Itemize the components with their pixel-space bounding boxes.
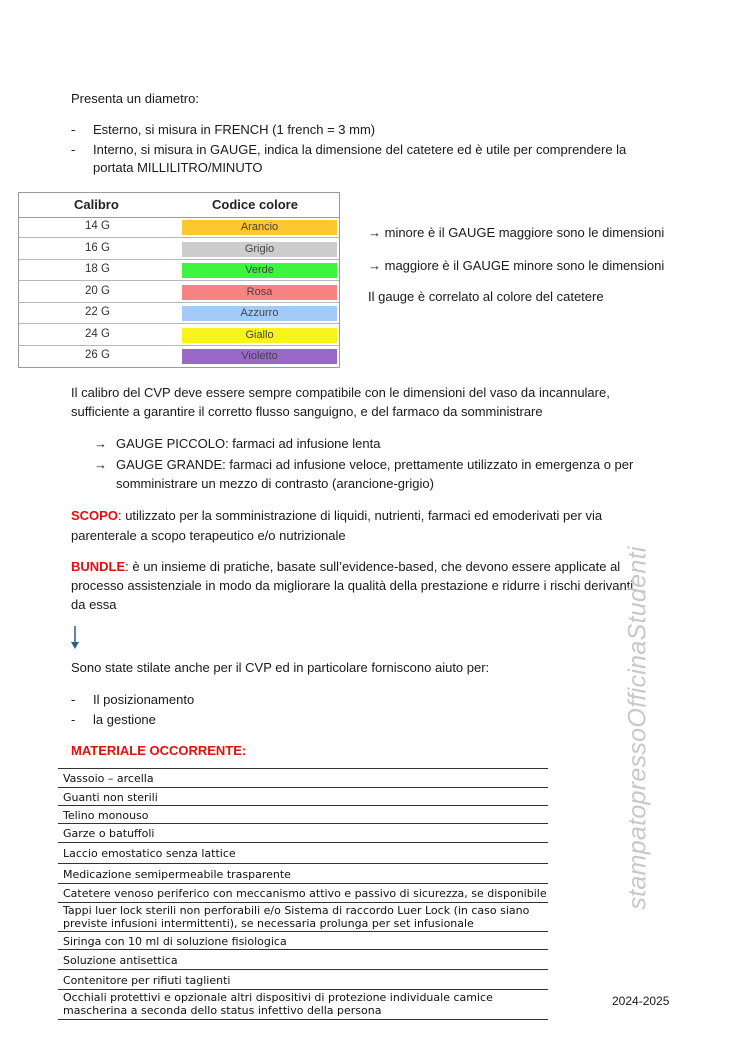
material-text: mascherina a seconda dello status infettivo della persona [63, 1004, 382, 1017]
gauge-color-table [18, 192, 340, 368]
scopo-line-1: SCOPO: utilizzato per la somministrazione di liquidi, nutrienti, farmaci ed emoderivati per via [71, 508, 603, 523]
material-text: Telino monouso [63, 809, 149, 822]
material-row [58, 768, 548, 787]
material-text: Occhiali protettivi e opzionale altri dispositivi di protezione individuale camice [63, 991, 493, 1004]
gauge-row [19, 325, 339, 346]
materials-table-bottom-border [58, 1019, 548, 1020]
bundle-line-1: BUNDLE: è un insieme di pratiche, basate sull’evidence-based, che devono essere applicate al [71, 559, 621, 574]
material-text: Guanti non sterili [63, 791, 158, 804]
material-text: Catetere venoso periferico con meccanismo attivo e passivo di sicurezza, se disponibile [63, 887, 547, 900]
gauge-size: 18 G [85, 263, 110, 275]
material-row [58, 989, 548, 1019]
calibro-line-2: sufficiente a garantire il corretto flusso sanguigno, e del farmaco da somministrare [71, 404, 543, 419]
gauge-size: 14 G [85, 220, 110, 232]
gauge-row [19, 303, 339, 324]
gauge-color-swatch: Arancio [182, 220, 337, 235]
material-row [58, 969, 548, 989]
gauge-color-swatch: Grigio [182, 242, 337, 257]
side-note-3: Il gauge è correlato al colore del catetere [368, 289, 604, 304]
material-row [58, 863, 548, 883]
watermark: stampatopressoOfficinaStudenti [623, 546, 652, 910]
intro-text: Presenta un diametro: [71, 91, 199, 106]
gauge-size: 26 G [85, 349, 110, 361]
material-text: Soluzione antisettica [63, 954, 178, 967]
bundle-line-3: da essa [71, 597, 117, 612]
material-text: Tappi luer lock sterili non perforabili e/o Sistema di raccordo Luer Lock (in caso siano [63, 904, 530, 917]
material-row [58, 823, 548, 842]
gauge-size: 16 G [85, 242, 110, 254]
gauge-row [19, 346, 339, 367]
material-text: Laccio emostatico senza lattice [63, 847, 236, 860]
material-row [58, 883, 548, 902]
cvp-para: Sono state stilate anche per il CVP ed in particolare forniscono aiuto per: [71, 660, 490, 675]
gauge-size: 24 G [85, 328, 110, 340]
down-arrow-icon [69, 626, 81, 650]
gauge-color-swatch: Verde [182, 263, 337, 278]
material-row [58, 842, 548, 863]
gauge-color-swatch: Azzurro [182, 306, 337, 321]
material-row [58, 787, 548, 805]
header-calibro: Calibro [74, 197, 119, 212]
material-row [58, 805, 548, 823]
header-codice-colore: Codice colore [212, 197, 298, 212]
academic-year: 2024-2025 [612, 994, 670, 1008]
bundle-line-2: processo assistenziale in modo da migliorare la qualità della prestazione e ridurre i rischi derivanti [71, 578, 634, 593]
material-text: Siringa con 10 ml di soluzione fisiologica [63, 935, 287, 948]
scopo-label: SCOPO [71, 508, 118, 523]
gauge-table-header [19, 193, 339, 218]
side-note-1: → minore è il GAUGE maggiore sono le dimensioni [368, 225, 665, 240]
gauge-row [19, 239, 339, 260]
gauge-size: 20 G [85, 285, 110, 297]
bundle-label: BUNDLE [71, 559, 126, 574]
material-text: Medicazione semipermeabile trasparente [63, 868, 291, 881]
side-note-2: → maggiore è il GAUGE minore sono le dimensioni [368, 258, 665, 273]
gauge-color-swatch: Giallo [182, 328, 337, 343]
material-row [58, 949, 548, 969]
material-text: Garze o batuffoli [63, 827, 155, 840]
calibro-line-1: Il calibro del CVP deve essere sempre compatibile con le dimensioni del vaso da incannulare, [71, 385, 610, 400]
material-text: Contenitore per rifiuti taglienti [63, 974, 231, 987]
gauge-color-swatch: Rosa [182, 285, 337, 300]
gauge-color-swatch: Violetto [182, 349, 337, 364]
gauge-row [19, 260, 339, 281]
material-text: previste infusioni intermittenti), se necessaria prolunga per set infusionale [63, 917, 474, 930]
gauge-row [19, 282, 339, 303]
scopo-line-2: parenterale a scopo terapeutico e/o nutrizionale [71, 528, 346, 543]
gauge-row [19, 217, 339, 238]
gauge-size: 22 G [85, 306, 110, 318]
material-row [58, 902, 548, 931]
materiale-title: MATERIALE OCCORRENTE: [71, 743, 247, 758]
material-text: Vassoio – arcella [63, 772, 154, 785]
material-row [58, 931, 548, 949]
